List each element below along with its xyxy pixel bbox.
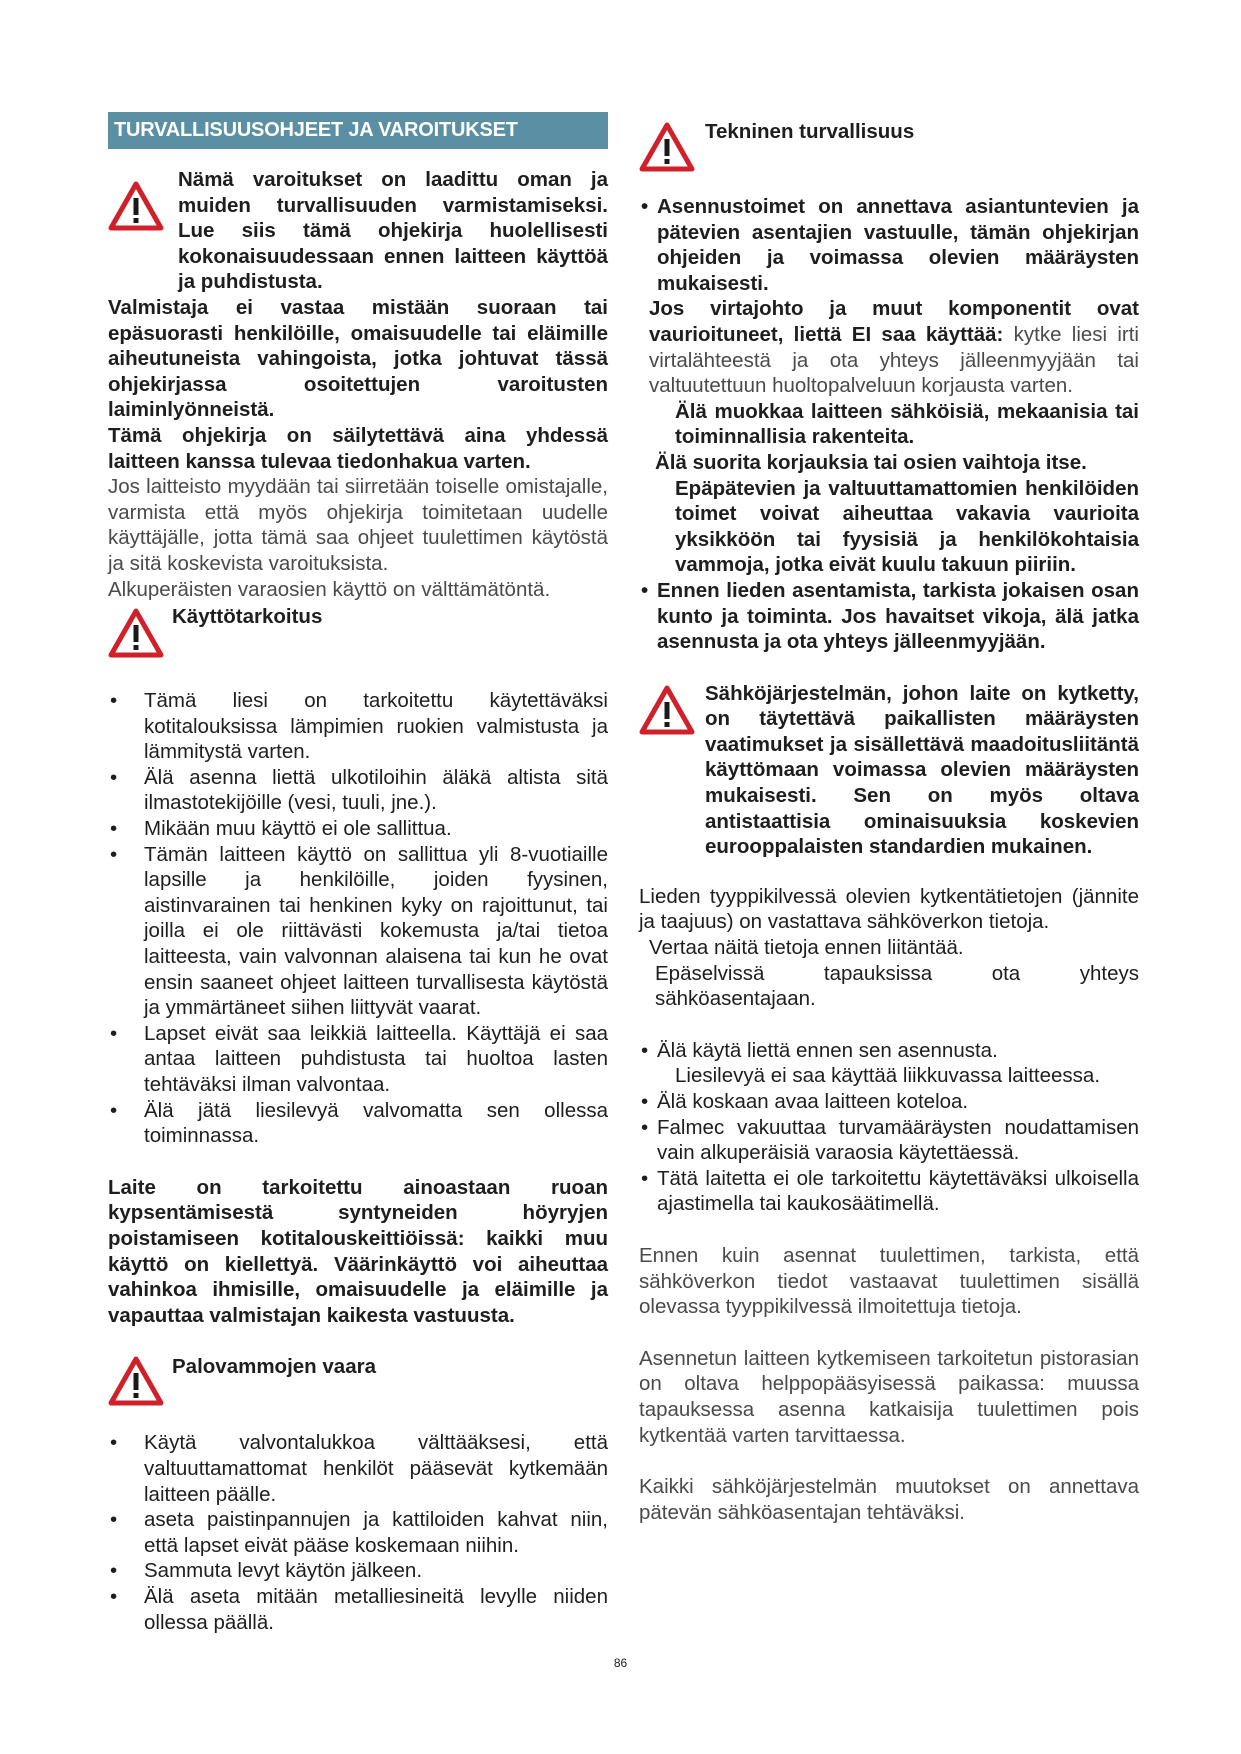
unclear-cases-text: Epäselvissä tapauksissa ota yhteys sähköasentajaan.: [655, 961, 1139, 1011]
unauthorized-text: Epäpätevien ja valtuuttamattomien henkilöiden toimet voivat aiheuttaa vakavia vaurioita yksikköön tai fyysisiä ja henkilökohtaisia vammoja, jotka eivät kuulu takuun piiriin.: [675, 476, 1139, 577]
right-column: [639, 112, 1139, 1525]
burn-list: [108, 1430, 608, 1635]
intro-warning: [108, 167, 608, 295]
burn-warning: [108, 1354, 608, 1406]
check-grid-text: Ennen kuin asennat tuulettimen, tarkista, että sähköverkon tiedot vastaavat tuulettimen sisällä olevassa tyyppikilvessä ilmoitettuja tietoja.: [639, 1243, 1139, 1319]
socket-text: Asennetun laitteen kytkemiseen tarkoitetun pistorasian on oltava helppopääsyisessä paikassa: muussa tapauksessa asenna katkaisija tuulettimen pois kytkentää varten tarvittaessa.: [639, 1346, 1139, 1447]
list-item: • Älä koskaan avaa laitteen koteloa.: [639, 1089, 1139, 1115]
intended-use-text: Laite on tarkoitettu ainoastaan ruoan kypsentämisestä syntyneiden höyryjen poistamiseen kotitalouskeittiöissä: kaikki muu käyttö on kiellettyä. Väärinkäyttö voi aiheuttaa vahinkoa ihmisille, omaisuudelle ja eläimille ja vapauttaa valmistajan kaikesta vastuusta.: [108, 1175, 608, 1327]
burn-title: Palovammojen vaara: [172, 1355, 376, 1379]
usage-list: [108, 688, 608, 1149]
list-item: • Käytä valvontalukkoa välttääksesi, että valtuuttamattomat henkilöt pääsevät kytkemään laitteen päälle.: [108, 1430, 608, 1507]
list-item: • Ennen lieden asentamista, tarkista jokaisen osan kunto ja toiminta. Jos havaitset vikoja, älä jatka asennusta ja ota yhteys jälleenmyyjään.: [639, 578, 1139, 655]
list-item-continuation: Liesilevyä ei saa käyttää liikkuvassa laitteessa.: [675, 1064, 1101, 1088]
section-header: TURVALLISUUSOHJEET JA VAROITUKSET: [108, 112, 608, 149]
list-item: • Sammuta levyt käytön jälkeen.: [108, 1558, 608, 1584]
tech-list: [639, 194, 1139, 296]
list-item: • Tämän laitteen käyttö on sallittua yli 8-vuotiaille lapsille ja henkilöille, joiden fyysinen, aistinvarainen tai henkinen kyky on rajoittunut, tai joilla ei ole riittävästi kokemusta ja/tai tietoa laitteesta, vain valvonnan alaisena tai kun he ovat ensin saaneet ohjeet laitteen turvallisesta käytöstä ja ymmärtäneet siihen liittyvät vaarat.: [108, 842, 608, 1021]
list-item: • Asennustoimet on annettava asiantuntevien ja pätevien asentajien vastuulle, tämän ohjekirjan ohjeiden ja voimassa olevien määräysten mukaisesti.: [639, 194, 1139, 296]
left-column: [108, 112, 608, 1635]
tech-warning: [639, 112, 1139, 172]
list-item: • Älä jätä liesilevyä valvomatta sen ollessa toiminnassa.: [108, 1098, 608, 1149]
electrician-text: Kaikki sähköjärjestelmän muutokset on annettava pätevän sähköasentajan tehtäväksi.: [639, 1475, 1139, 1524]
damaged-cable-bold: Jos virtajohto ja muut komponentit ovat vaurioituneet, liettä EI saa käyttää:: [649, 297, 1139, 346]
misc-list: [639, 1038, 1139, 1217]
inspection-list: [639, 578, 1139, 655]
warning-triangle-icon: [639, 685, 695, 735]
electrical-warning: [639, 681, 1139, 860]
list-item: • Falmec vakuuttaa turvamääräysten noudattamisen vain alkuperäisiä varaosia käytettäessä.: [639, 1115, 1139, 1166]
list-item: • Älä asenna liettä ulkotiloihin äläkä altista sitä ilmastotekijöille (vesi, tuuli, jne.).: [108, 765, 608, 816]
keep-manual-text: Tämä ohjekirja on säilytettävä aina yhdessä laitteen kanssa tulevaa tiedonhakua varten.: [108, 423, 608, 473]
list-item: • Älä käytä liettä ennen sen asennusta.: [639, 1038, 1139, 1064]
no-modify-text: Älä muokkaa laitteen sähköisiä, mekaanisia tai toiminnallisia rakenteita.: [675, 399, 1139, 449]
original-parts-text: Alkuperäisten varaosien käyttö on välttämätöntä.: [108, 577, 551, 601]
list-item: • Mikään muu käyttö ei ole sallittua.: [108, 816, 608, 842]
list-item: • Tämä liesi on tarkoitettu käytettäväksi kotitalouksissa lämpimien ruokien valmistusta ja lämmitystä varten.: [108, 688, 608, 765]
page-number: 86: [613, 1656, 628, 1670]
compare-text: Vertaa näitä tietoja ennen liitäntää.: [649, 936, 964, 960]
warning-triangle-icon: [108, 181, 164, 231]
rating-plate-text: Lieden tyyppikilvessä olevien kytkentätietojen (jännite ja taajuus) on vastattava sähköverkon tietoja.: [639, 884, 1139, 934]
tech-title: Tekninen turvallisuus: [705, 120, 915, 143]
intro-lead-text: Nämä varoitukset on laadittu oman ja muiden turvallisuuden varmistamiseksi. Lue siis tämä ohjekirja huolellisesti kokonaisuudessaan ennen laitteen käyttöä ja puhdistusta.: [178, 168, 608, 294]
no-repair-text: Älä suorita korjauksia tai osien vaihtoja itse.: [655, 450, 1087, 474]
usage-warning: [108, 604, 608, 658]
list-item: • Lapset eivät saa leikkiä laitteella. Käyttäjä ei saa antaa laitteen puhdistusta tai huoltoa lasten tehtäväksi ilman valvontaa.: [108, 1021, 608, 1098]
list-item: • Tätä laitetta ei ole tarkoitettu käytettäväksi ulkoisella ajastimella tai kaukosäätimellä.: [639, 1166, 1139, 1217]
warning-triangle-icon: [108, 1356, 164, 1406]
damaged-cable-light: kytke liesi irti virtalähteestä ja ota yhteys jälleenmyyjään tai valtuutettuun huoltopalveluun korjausta varten.: [649, 322, 1139, 398]
list-item: • aseta paistinpannujen ja kattiloiden kahvat niin, että lapset eivät pääse koskemaan niihin.: [108, 1507, 608, 1558]
warning-triangle-icon: [108, 608, 164, 658]
damaged-cable-text: [639, 296, 1139, 398]
manufacturer-liability-text: Valmistaja ei vastaa mistään suoraan tai epäsuorasti henkilöille, omaisuudelle tai eläimille aiheutuneista vahingoista, jotka johtuvat tässä ohjekirjassa osoitettujen varoitusten laiminlyönneistä.: [108, 295, 608, 422]
electrical-text: Sähköjärjestelmän, johon laite on kytketty, on täytettävä paikallisten määräysten vaatimukset ja sisällettävä maadoitusliitäntä käyttömaan voimassa olevien määräysten mukaisesti. Sen on myös oltava antistaattisia ominaisuuksia koskevien eurooppalaisten standardien mukainen.: [705, 681, 1139, 859]
transfer-owner-text: Jos laitteisto myydään tai siirretään toiselle omistajalle, varmista että myös ohjekirja toimitetaan uudelle käyttäjälle, jotta tämä saa ohjeet tuulettimen käytöstä ja sitä koskevista varoituksista.: [108, 475, 608, 575]
usage-title: Käyttötarkoitus: [172, 605, 323, 629]
list-item: • Älä aseta mitään metalliesineitä levylle niiden ollessa päällä.: [108, 1584, 608, 1635]
warning-triangle-icon: [639, 122, 695, 172]
